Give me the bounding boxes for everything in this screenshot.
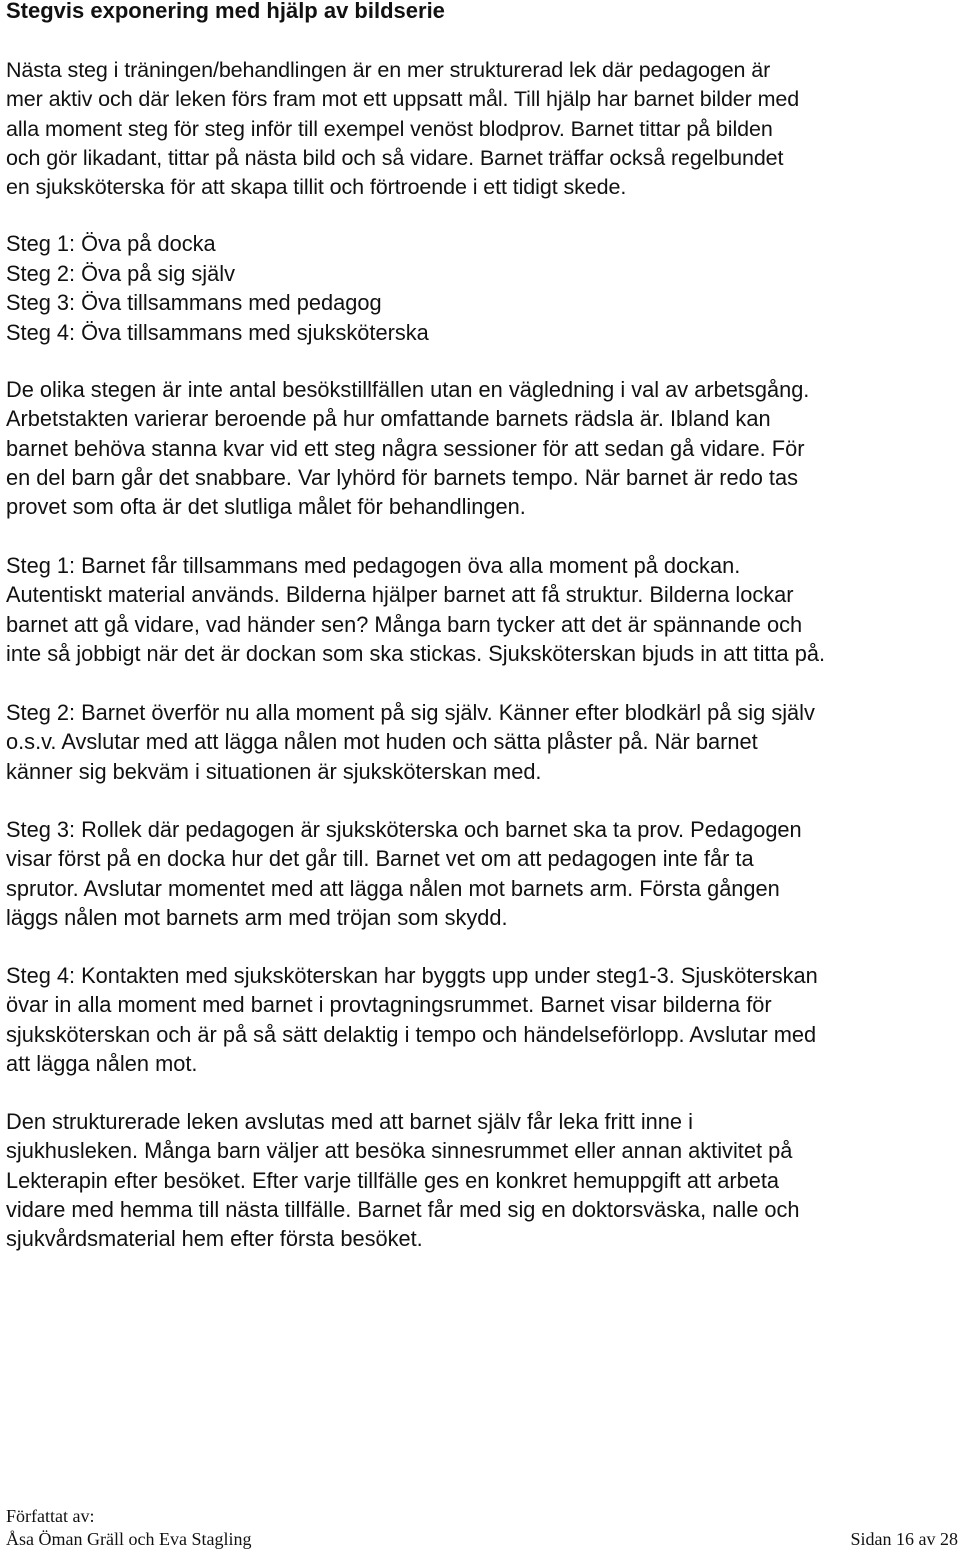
paragraph-line: Arbetstakten varierar beroende på hur omfattande barnets rädsla är. Ibland kan xyxy=(6,406,771,432)
paragraph-line: inte så jobbigt när det är dockan som ska stickas. Sjuksköterskan bjuds in att titta på. xyxy=(6,640,826,666)
paragraph-line: sjukvårdsmaterial hem efter första besöket. xyxy=(6,1226,423,1252)
paragraph-line: provet som ofta är det slutliga målet för behandlingen. xyxy=(6,494,526,520)
step-3-paragraph xyxy=(6,815,958,932)
paragraph-line: Autentiskt material används. Bilderna hjälper barnet att få struktur. Bilderna lockar xyxy=(6,582,794,608)
document-heading: Stegvis exponering med hjälp av bildserie xyxy=(6,0,445,23)
footer-authors: Åsa Öman Gräll och Eva Stagling xyxy=(6,1529,252,1549)
step-item: Steg 3: Öva tillsammans med pedagog xyxy=(6,290,382,315)
step-4-paragraph xyxy=(6,961,958,1078)
step-1-paragraph xyxy=(6,551,958,668)
paragraph-line: övar in alla moment med barnet i provtagningsrummet. Barnet visar bilderna för xyxy=(6,992,772,1018)
paragraph-line: barnet att gå vidare, vad händer sen? Många barn tycker att det är spännande och xyxy=(6,611,803,637)
step-2-paragraph xyxy=(6,698,958,786)
paragraph-line: barnet behöva stanna kvar vid ett steg några sessioner för att sedan gå vidare. För xyxy=(6,435,805,461)
paragraph-line: Den strukturerade leken avslutas med att barnet själv får leka fritt inne i xyxy=(6,1109,693,1134)
paragraph-line: De olika stegen är inte antal besökstillfällen utan en vägledning i val av arbetsgång. xyxy=(6,377,810,402)
paragraph-line: känner sig bekväm i situationen är sjuksköterskan med. xyxy=(6,758,542,784)
paragraph-line: Steg 1: Barnet får tillsammans med pedagogen öva alla moment på dockan. xyxy=(6,553,741,578)
paragraph-line: Steg 4: Kontakten med sjuksköterskan har byggts upp under steg1-3. Sjusköterskan xyxy=(6,963,818,988)
step-item: Steg 2: Öva på sig själv xyxy=(6,260,235,286)
paragraph-line: Steg 2: Barnet överför nu alla moment på sig själv. Känner efter blodkärl på sig själv xyxy=(6,700,815,725)
paragraph-line: vidare med hemma till nästa tillfälle. Barnet får med sig en doktorsväska, nalle och xyxy=(6,1196,800,1222)
intro-paragraph xyxy=(6,56,958,202)
paragraph-line: sjuksköterskan och är på så sätt delaktig i tempo och händelseförlopp. Avslutar med xyxy=(6,1021,817,1047)
paragraph-line: Lekterapin efter besöket. Efter varje tillfälle ges en konkret hemuppgift att arbeta xyxy=(6,1167,780,1193)
intro-line: mer aktiv och där leken förs fram mot ett uppsatt mål. Till hjälp har barnet bilder med xyxy=(6,87,800,112)
intro-line: alla moment steg för steg inför till exempel venöst blodprov. Barnet tittar på bilden xyxy=(6,116,773,141)
step-item: Steg 1: Öva på docka xyxy=(6,231,216,256)
paragraph-line: sjukhusleken. Många barn väljer att besöka sinnesrummet eller annan aktivitet på xyxy=(6,1138,793,1164)
paragraph-line: en del barn går det snabbare. Var lyhörd för barnets tempo. När barnet är redo tas xyxy=(6,464,798,490)
paragraph-line: o.s.v. Avslutar med att lägga nålen mot huden och sätta plåster på. När barnet xyxy=(6,729,758,755)
paragraph-line: att lägga nålen mot. xyxy=(6,1050,198,1076)
footer-page-indicator: Sidan 16 av 28 xyxy=(850,1529,958,1549)
paragraph-line: läggs nålen mot barnets arm med tröjan som skydd. xyxy=(6,904,508,930)
intro-line: en sjuksköterska för att skapa tillit och förtroende i ett tidigt skede. xyxy=(6,175,627,200)
paragraph-line: sprutor. Avslutar momentet med att lägga nålen mot barnets arm. Första gången xyxy=(6,875,780,901)
paragraph-line: visar först på en docka hur det går till. Barnet vet om att pedagogen inte får ta xyxy=(6,846,754,872)
closing-paragraph xyxy=(6,1107,958,1253)
intro-line: och gör likadant, tittar på nästa bild och så vidare. Barnet träffar också regelbundet xyxy=(6,145,784,170)
steps-list xyxy=(6,229,429,347)
work-pace-paragraph xyxy=(6,375,958,521)
paragraph-line: Steg 3: Rollek där pedagogen är sjuksköterska och barnet ska ta prov. Pedagogen xyxy=(6,817,802,842)
footer-written-by-label: Författat av: xyxy=(6,1506,95,1526)
intro-line: Nästa steg i träningen/behandlingen är en mer strukturerad lek där pedagogen är xyxy=(6,58,771,82)
step-item: Steg 4: Öva tillsammans med sjuksköterska xyxy=(6,319,429,345)
